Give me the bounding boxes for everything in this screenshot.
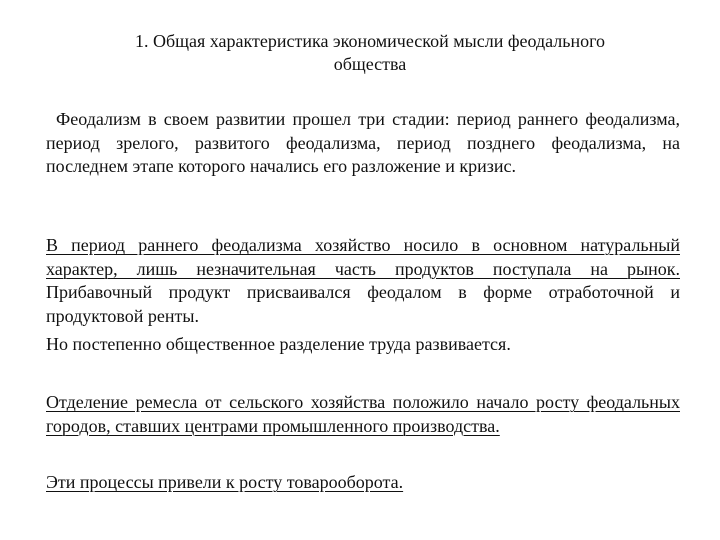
paragraph-feudalism-stages: Феодализм в своем развитии прошел три стадии: период раннего феодализма, период зрелого, развитого феодализма, период позднего феодализма, на последнем этапе которого начались его разложение и кризис. [46,109,680,176]
title-line-1: 1. Общая характеристика экономической мысли феодального [134,31,606,51]
crafts-separation-underlined-text: Отделение ремесла от сельского хозяйства положило начало росту феодальных городов, ставших центрами промышленного производства. [46,392,680,436]
paragraph-early-feudalism [46,234,680,328]
surplus-product-text: Прибавочный продукт присваивался феодалом в форме отработочной и продуктовой ренты. [46,282,680,326]
paragraph-trade-growth [46,471,680,495]
page-title [60,30,680,76]
early-feudalism-underlined-text: В период раннего феодализма хозяйство носило в основном натуральный характер, лишь незначительная часть продуктов поступала на рынок. [46,235,680,279]
trade-growth-underlined-text: Эти процессы привели к росту товарооборота. [46,472,404,492]
paragraph-division-of-labor: Но постепенно общественное разделение труда развивается. [46,334,511,354]
paragraph-crafts-separation [46,391,680,438]
title-line-2: общества [333,54,407,74]
